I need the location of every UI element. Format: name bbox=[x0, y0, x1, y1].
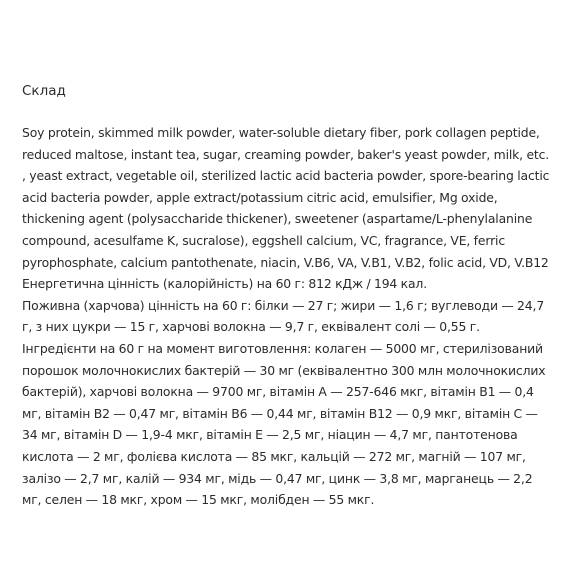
composition-text bbox=[22, 122, 554, 511]
composition-section bbox=[22, 82, 554, 511]
nutrition-value: Поживна (харчова) цінність на 60 г: білки — 27 г; жири — 1,6 г; вуглеводи — 24,7 г, з них цукри — 15 г, харчові волокна — 9,7 г, еквівалент солі — 0,55 г. bbox=[22, 297, 545, 335]
section-title: Склад bbox=[22, 83, 66, 99]
energy-value: Енергетична цінність (калорійність) на 60 г: 812 кДж / 194 кал. bbox=[22, 276, 427, 292]
ingredients-english: Soy protein, skimmed milk powder, water-soluble dietary fiber, pork collagen peptide, reduced maltose, instant tea, sugar, creaming powder, baker's yeast powder, milk, etc. , yeast extract, vegetable oil, sterilized lactic acid bacteria powder, spore-bearing lactic acid bacteria powder, apple extract/potassium citric acid, emulsifier, Mg oxide, thickening agent (polysaccharide thickener), sweetener (aspartame/L-phenylalanine compound, acesulfame K, sucralose), eggshell calcium, VC, fragrance, VE, ferric pyrophosphate, calcium pantothenate, niacin, V.B6, VA, V.B1, V.B2, folic acid, VD, V.B12 bbox=[22, 125, 550, 270]
ingredients-ukrainian: Інгредієнти на 60 г на момент виготовлення: колаген — 5000 мг, стерилізований порошок молочнокислих бактерій — 30 мг (еквівалентно 300 млн молочнокислих бактерій), харчові волокна — 9700 мг, вітамін А — 257-646 мкг, вітамін B1 — 0,4 мг, вітамін B2 — 0,47 мг, вітамін B6 — 0,44 мг, вітамін B12 — 0,9 мкг, вітамін С — 34 мг, вітамін D — 1,9-4 мкг, вітамін Е — 2,5 мг, ніацин — 4,7 мг, пантотенова кислота — 2 мг, фолієва кислота — 85 мкг, кальцій — 272 мг, магній — 107 мг, залізо — 2,7 мг, калій — 934 мг, мідь — 0,47 мг, цинк — 3,8 мг, марганець — 2,2 мг, селен — 18 мкг, хром — 15 мкг, молібден — 55 мкг. bbox=[22, 340, 546, 508]
